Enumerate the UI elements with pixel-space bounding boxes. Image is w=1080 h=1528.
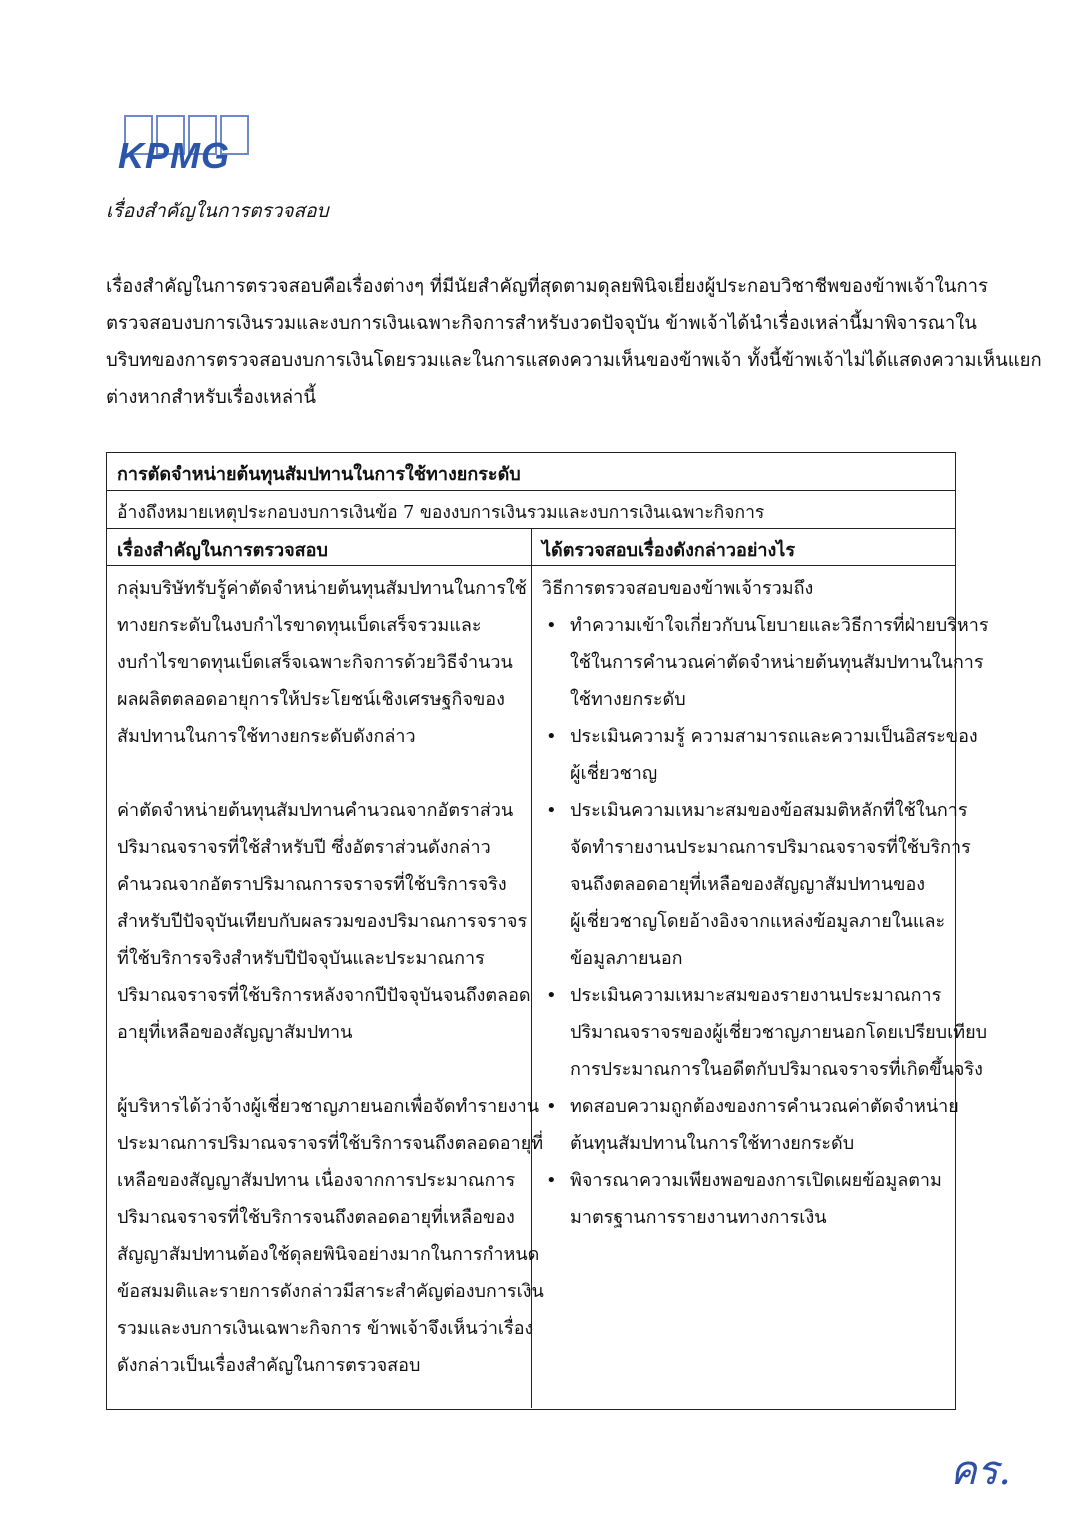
header-right: ได้ตรวจสอบเรื่องดังกล่าวอย่างไร: [542, 540, 795, 561]
bullet-icon: •: [546, 726, 557, 747]
procedures-column: [532, 566, 999, 1408]
procedure-item: [542, 792, 989, 977]
bullet-icon: •: [546, 985, 557, 1006]
procedure-line: จนถึงตลอดอายุที่เหลือของสัญญาสัมปทานของ: [570, 874, 926, 895]
key-audit-matter-table: [106, 452, 989, 1410]
procedure-line: การประมาณการในอดีตกับปริมาณจราจรที่เกิดขึ้นจริง: [570, 1059, 983, 1080]
table-title: การตัดจำหน่ายต้นทุนสัมปทานในการใช้ทางยกระดับ: [107, 453, 955, 491]
table-reference: อ้างถึงหมายเหตุประกอบงบการเงินข้อ 7 ของงบการเงินรวมและงบการเงินเฉพาะกิจการ: [107, 491, 955, 529]
matter-line: ข้อสมมติและรายการดังกล่าวมีสาระสำคัญต่องบการเงิน: [117, 1281, 544, 1302]
header-left: เรื่องสำคัญในการตรวจสอบ: [107, 529, 532, 565]
logo-wordmark: KPMG: [118, 135, 230, 176]
matter-line: ผลผลิตตลอดอายุการให้ประโยชน์เชิงเศรษฐกิจของ: [117, 689, 505, 710]
kpmg-logo: [118, 115, 250, 176]
procedures-lead: วิธีการตรวจสอบของข้าพเจ้ารวมถึง: [542, 578, 814, 599]
section-heading: เรื่องสำคัญในการตรวจสอบ: [106, 200, 329, 222]
procedure-line: ใช้ในการคำนวณค่าตัดจำหน่ายต้นทุนสัมปทานในการ: [570, 652, 984, 673]
procedure-line: ประเมินความรู้ ความสามารถและความเป็นอิสระของ: [570, 726, 978, 747]
matter-line: สัญญาสัมปทานต้องใช้ดุลยพินิจอย่างมากในการกำหนด: [117, 1244, 540, 1265]
matter-line: ปริมาณจราจรที่ใช้สำหรับปี ซึ่งอัตราส่วนดังกล่าว: [117, 837, 491, 858]
procedure-item: [542, 977, 989, 1088]
procedure-item: [542, 1088, 989, 1162]
table-body-row: [107, 566, 989, 1408]
procedure-line: มาตรฐานการรายงานทางการเงิน: [570, 1207, 827, 1228]
procedure-line: พิจารณาความเพียงพอของการเปิดเผยข้อมูลตาม: [570, 1170, 942, 1191]
intro-line: ตรวจสอบงบการเงินรวมและงบการเงินเฉพาะกิจการสำหรับงวดปัจจุบัน ข้าพเจ้าได้นำเรื่องเหล่านี้มาพิจารณาใน: [106, 313, 977, 334]
matter-line: ทางยกระดับในงบกำไรขาดทุนเบ็ดเสร็จรวมและ: [117, 615, 482, 636]
matter-line: ค่าตัดจำหน่ายต้นทุนสัมปทานคำนวณจากอัตราส่วน: [117, 800, 514, 821]
matter-line: สำหรับปีปัจจุบันเทียบกับผลรวมของปริมาณการจราจร: [117, 911, 528, 932]
matter-paragraph: [117, 570, 527, 755]
intro-line: ต่างหากสำหรับเรื่องเหล่านี้: [106, 387, 317, 408]
matter-line: คำนวณจากอัตราปริมาณการจราจรที่ใช้บริการจริง: [117, 874, 507, 895]
matter-line: ผู้บริหารได้ว่าจ้างผู้เชี่ยวชาญภายนอกเพื่อจัดทำรายงาน: [117, 1096, 540, 1117]
procedure-line: ข้อมูลภายนอก: [570, 948, 683, 969]
procedure-line: ประเมินความเหมาะสมของรายงานประมาณการ: [570, 985, 942, 1006]
bullet-icon: •: [546, 615, 557, 636]
matter-line: ปริมาณจราจรที่ใช้บริการจนถึงตลอดอายุที่เหลือของ: [117, 1207, 515, 1228]
matter-line: ประมาณการปริมาณจราจรที่ใช้บริการจนถึงตลอดอายุที่: [117, 1133, 544, 1154]
intro-line: บริบทของการตรวจสอบงบการเงินโดยรวมและในการแสดงความเห็นของข้าพเจ้า ทั้งนี้ข้าพเจ้าไม่ได้แสดงความเห็นแยก: [106, 350, 1042, 371]
procedure-line: ปริมาณจราจรของผู้เชี่ยวชาญภายนอกโดยเปรียบเทียบ: [570, 1022, 988, 1043]
matter-line: งบกำไรขาดทุนเบ็ดเสร็จเฉพาะกิจการด้วยวิธีจำนวน: [117, 652, 513, 673]
bullet-icon: •: [546, 1096, 557, 1117]
procedure-line: ใช้ทางยกระดับ: [570, 689, 686, 710]
procedure-line: ต้นทุนสัมปทานในการใช้ทางยกระดับ: [570, 1133, 855, 1154]
procedure-line: ทำความเข้าใจเกี่ยวกับนโยบายและวิธีการที่ฝ่ายบริหาร: [570, 615, 989, 636]
procedure-line: ทดสอบความถูกต้องของการคำนวณค่าตัดจำหน่าย: [570, 1096, 959, 1117]
procedure-item: [542, 607, 989, 718]
matter-paragraph: [117, 792, 531, 1051]
procedure-line: ประเมินความเหมาะสมของข้อสมมติหลักที่ใช้ในการ: [570, 800, 968, 821]
matter-column: [107, 566, 544, 1408]
procedures-list: [542, 607, 989, 1236]
bullet-icon: •: [546, 1170, 557, 1191]
matter-line: อายุที่เหลือของสัญญาสัมปทาน: [117, 1022, 353, 1043]
intro-line: เรื่องสำคัญในการตรวจสอบคือเรื่องต่างๆ ที่มีนัยสำคัญที่สุดตามดุลยพินิจเยี่ยงผู้ประกอบวิชาชีพของข้าพเจ้าในการ: [106, 276, 988, 297]
procedure-line: ผู้เชี่ยวชาญ: [570, 763, 658, 784]
matter-line: ปริมาณจราจรที่ใช้บริการหลังจากปีปัจจุบันจนถึงตลอด: [117, 985, 531, 1006]
procedure-item: [542, 718, 989, 792]
table-header-row: [107, 529, 955, 566]
matter-line: สัมปทานในการใช้ทางยกระดับดังกล่าว: [117, 726, 416, 747]
matter-line: ดังกล่าวเป็นเรื่องสำคัญในการตรวจสอบ: [117, 1355, 421, 1376]
matter-line: ที่ใช้บริการจริงสำหรับปีปัจจุบันและประมาณการ: [117, 948, 485, 969]
matter-line: รวมและงบการเงินเฉพาะกิจการ ข้าพเจ้าจึงเห็นว่าเรื่อง: [117, 1318, 534, 1339]
intro-paragraph: [106, 268, 1042, 416]
bullet-icon: •: [546, 800, 557, 821]
procedure-line: จัดทำรายงานประมาณการปริมาณจราจรที่ใช้บริการ: [570, 837, 971, 858]
handwritten-initials: คร.: [950, 1448, 1011, 1494]
matter-paragraph: [117, 1088, 544, 1384]
matter-line: เหลือของสัญญาสัมปทาน เนื่องจากการประมาณการ: [117, 1170, 516, 1191]
procedure-line: ผู้เชี่ยวชาญโดยอ้างอิงจากแหล่งข้อมูลภายในและ: [570, 911, 946, 932]
procedure-item: [542, 1162, 989, 1236]
matter-line: กลุ่มบริษัทรับรู้ค่าตัดจำหน่ายต้นทุนสัมปทานในการใช้: [117, 578, 527, 599]
